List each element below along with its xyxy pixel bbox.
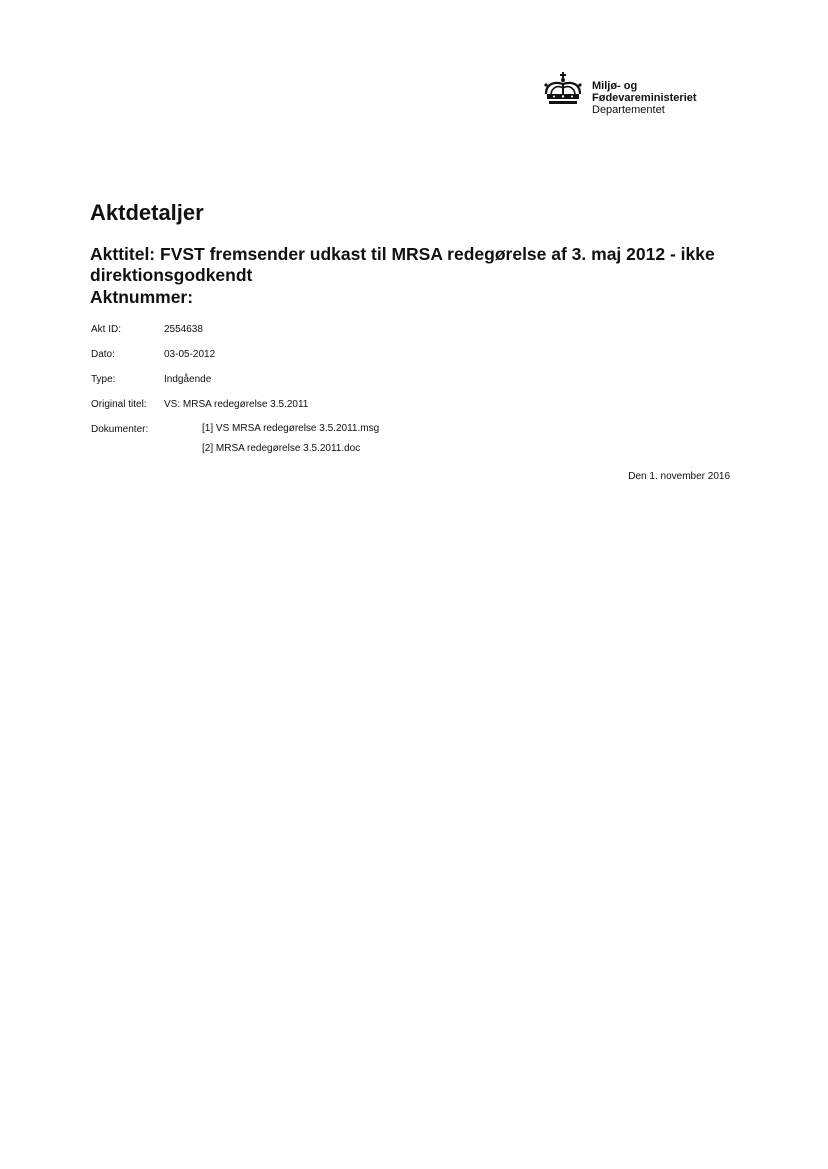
akt-title: Akttitel: FVST fremsender udkast til MRSA redegørelse af 3. maj 2012 - ikke direktionsgodkendt <box>90 244 715 285</box>
type-label: Type: <box>91 374 116 385</box>
page-title: Aktdetaljer <box>90 200 204 225</box>
type-value: Indgående <box>164 374 212 385</box>
akt-id-value: 2554638 <box>164 324 203 335</box>
detail-row-original-titel <box>91 399 308 424</box>
akt-id-label: Akt ID: <box>91 324 122 335</box>
document-item-doc[interactable]: [2] MRSA redegørelse 3.5.2011.doc <box>202 443 361 454</box>
akt-number-heading: Aktnummer: <box>90 287 194 307</box>
ministry-name-line1: Miljø- og <box>592 80 638 92</box>
dokumenter-label: Dokumenter: <box>91 424 149 435</box>
detail-row-akt-id <box>91 324 308 349</box>
dato-value: 03-05-2012 <box>164 349 216 360</box>
document-item-msg[interactable]: [1] VS MRSA redegørelse 3.5.2011.msg <box>202 423 380 434</box>
detail-row-dato <box>91 349 308 374</box>
document-list <box>202 423 379 463</box>
ministry-name-line2: Fødevareministeriet <box>592 92 697 104</box>
document-date: Den 1. november 2016 <box>628 471 730 482</box>
ministry-logo <box>542 72 697 116</box>
department-name: Departementet <box>592 104 665 116</box>
detail-row-type <box>91 374 308 399</box>
original-titel-value: VS: MRSA redegørelse 3.5.2011 <box>164 399 309 410</box>
royal-crown-icon <box>542 72 584 106</box>
original-titel-label: Original titel: <box>91 399 147 410</box>
dato-label: Dato: <box>91 349 115 360</box>
